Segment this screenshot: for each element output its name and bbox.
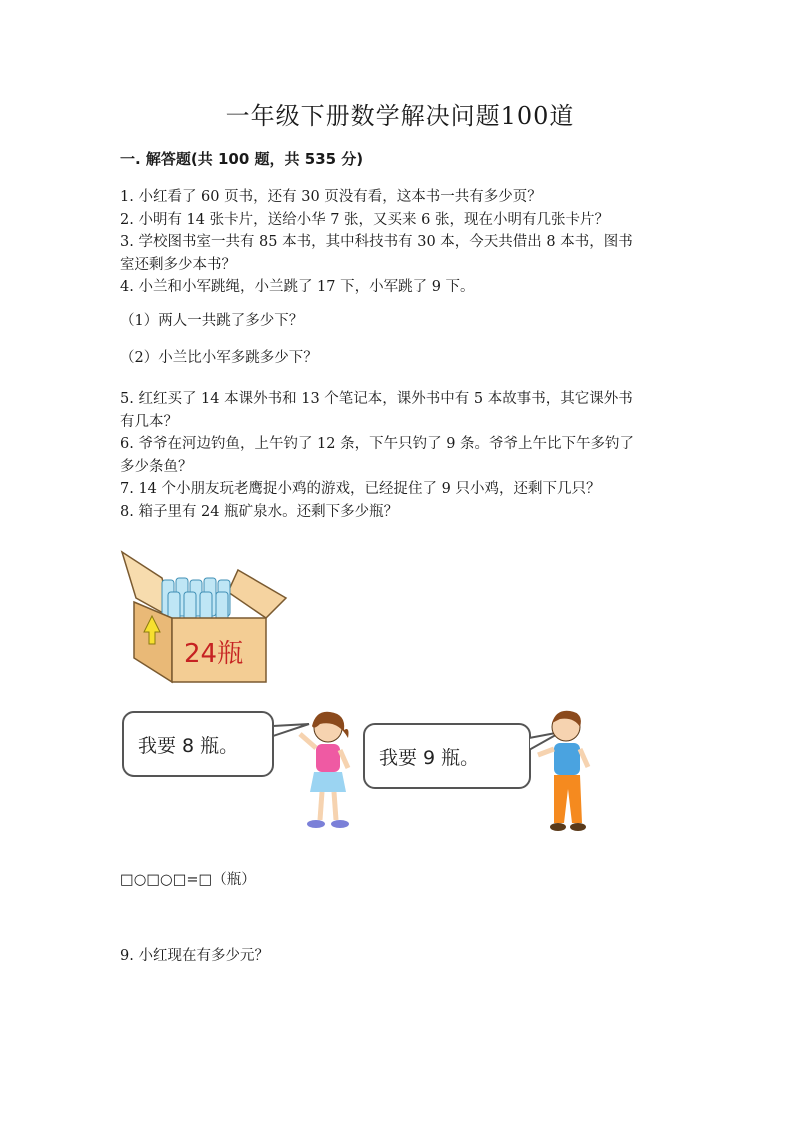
- question-3-line-2: 室还剩多少本书？: [120, 256, 236, 273]
- question-2: 2. 小明有 14 张卡片，送给小华 7 张，又买来 6 张，现在小明有几张卡片？: [120, 211, 609, 228]
- section-header: 一. 解答题(共 100 题，共 535 分): [120, 150, 364, 168]
- questions-block-2: [120, 388, 680, 523]
- questions-block-1: [120, 186, 680, 299]
- question-5-line-1: 5. 红红买了 14 本课外书和 13 个笔记本，课外书中有 5 本故事书，其它课外书: [120, 391, 633, 407]
- question-4-part-2: （2）小兰比小军多跳多少下？: [120, 350, 318, 366]
- question-6-line-1: 6. 爷爷在河边钓鱼，上午钓了 12 条，下午只钓了 9 条。爷爷上午比下午多钓了: [120, 436, 635, 452]
- question-1: 1. 小红看了 60 页书，还有 30 页没有看，这本书一共有多少页？: [120, 189, 542, 205]
- boy-figure: [530, 705, 594, 845]
- question-9: 9. 小红现在有多少元？: [120, 948, 269, 964]
- girl-speech-bubble: 我要 8 瓶。: [122, 711, 274, 777]
- box-label: 24瓶: [184, 639, 244, 669]
- boy-speech-bubble: 我要 9 瓶。: [363, 723, 531, 789]
- question-4-part-1: （1）两人一共跳了多少下？: [120, 313, 304, 329]
- question-3-line-1: 3. 学校图书室一共有 85 本书，其中科技书有 30 本，今天共借出 8 本书，图书: [120, 234, 633, 250]
- question-4: 4. 小兰和小军跳绳，小兰跳了 17 下，小军跳了 9 下。: [120, 279, 475, 295]
- girl-figure: [298, 708, 358, 838]
- answer-template: □○□○□=□（瓶）: [120, 872, 256, 888]
- question-8-illustration: [110, 540, 610, 840]
- question-6-line-2: 多少条鱼？: [120, 458, 193, 475]
- question-7: 7. 14 个小朋友玩老鹰捉小鸡的游戏，已经捉住了 9 只小鸡，还剩下几只？: [120, 481, 601, 497]
- question-8: 8. 箱子里有 24 瓶矿泉水。还剩下多少瓶？: [120, 503, 399, 520]
- page-title: 一年级下册数学解决问题100道: [225, 102, 575, 130]
- question-5-line-2: 有几本？: [120, 413, 178, 430]
